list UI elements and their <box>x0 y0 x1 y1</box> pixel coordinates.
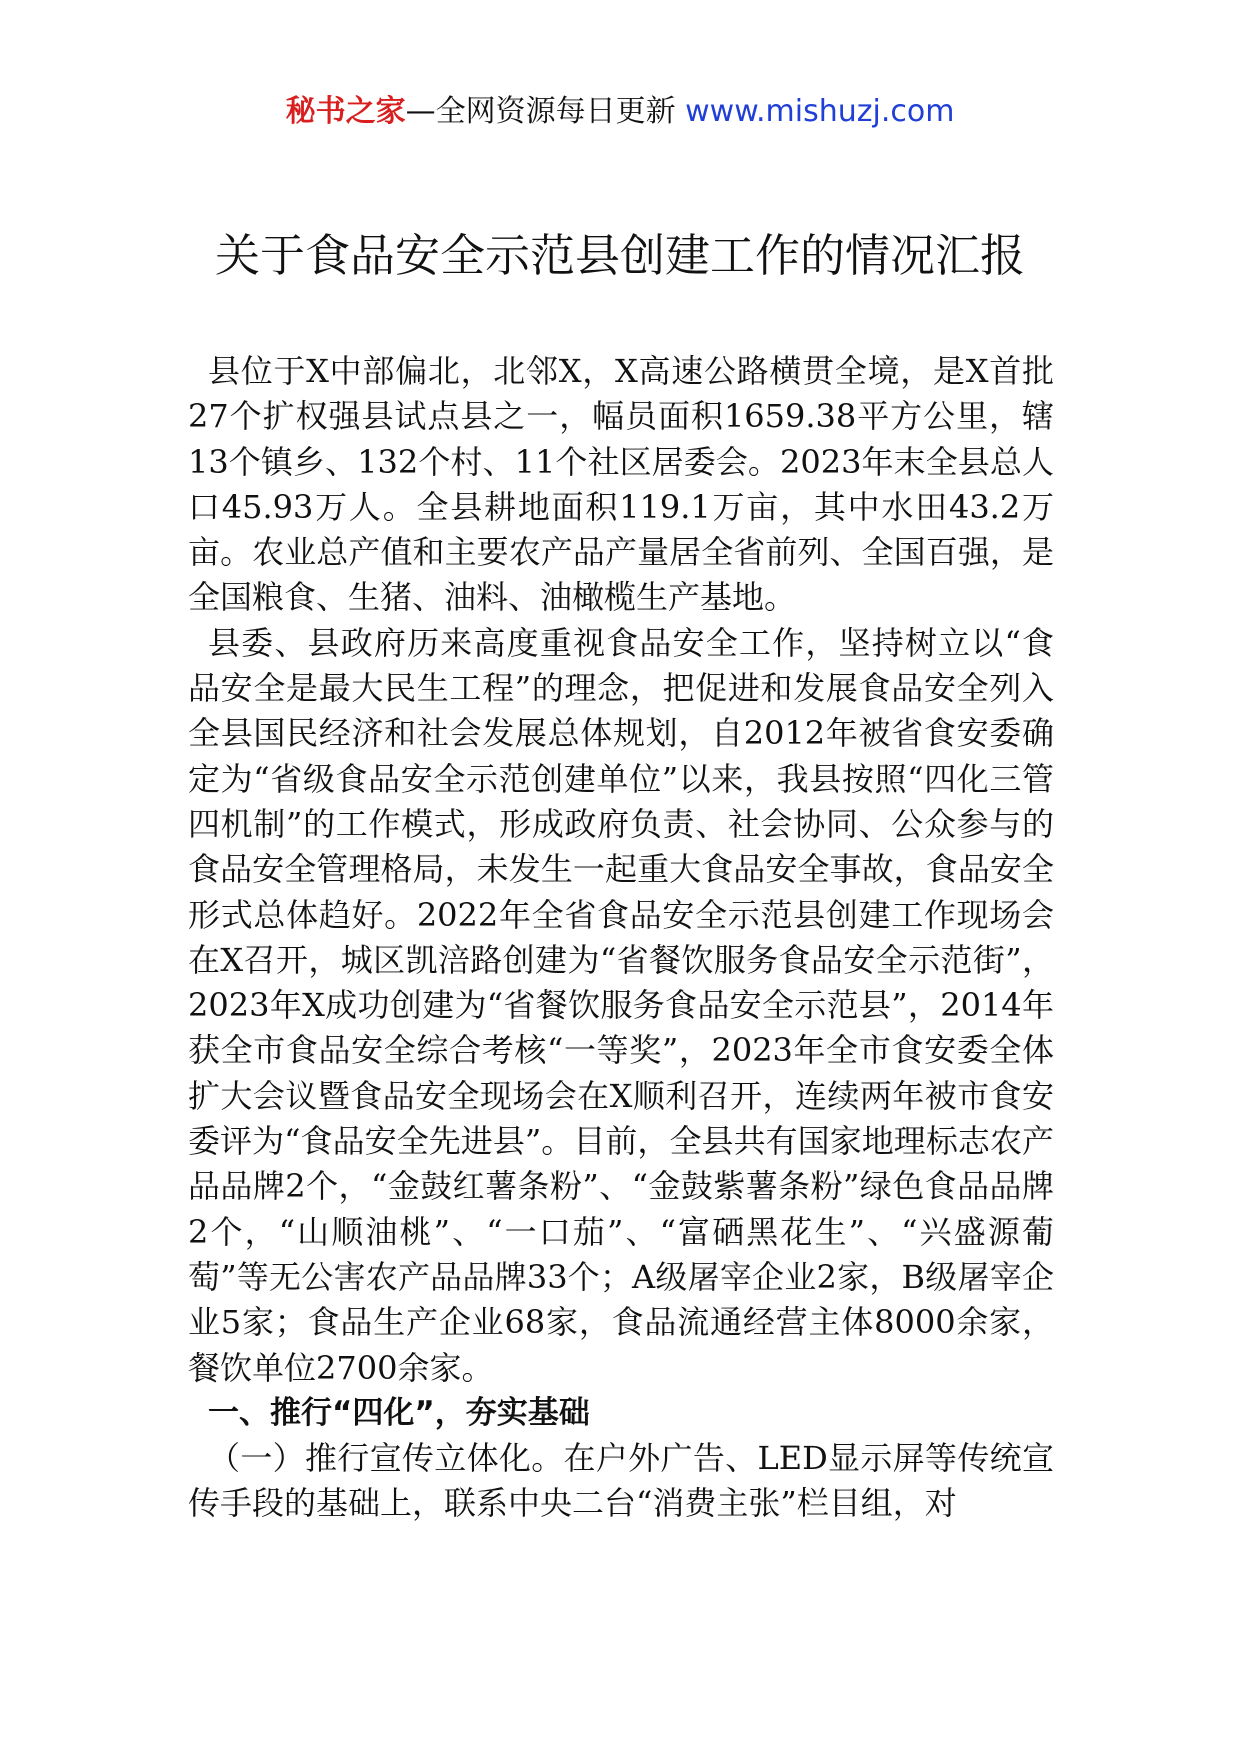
site-url-link[interactable]: www.mishuzj.com <box>685 94 955 129</box>
document-title: 关于食品安全示范县创建工作的情况汇报 <box>214 229 1025 282</box>
paragraph-county-overview: 县位于X中部偏北，北邻X，X高速公路横贯全境，是X首批27个扩权强县试点县之一，幅员面积1659.38平方公里，辖13个镇乡、132个村、11个社区居委会。2023年末全县总人口45.93万人。全县耕地面积119.1万亩，其中水田43.2万亩。农业总产值和主要农产品产量居全省前列、全国百强，是全国粮食、生猪、油料、油橄榄生产基地。 <box>188 352 1054 617</box>
document-body <box>188 349 1054 1527</box>
paragraph-publicity: （一）推行宣传立体化。在户外广告、LED显示屏等传统宣传手段的基础上，联系中央二台“消费主张”栏目组，对 <box>188 1439 1054 1523</box>
section-heading: 一、推行“四化”，夯实基础 <box>208 1394 590 1431</box>
site-slogan: —全网资源每日更新 <box>405 94 686 129</box>
site-banner <box>0 92 1240 132</box>
paragraph-food-safety-work: 县委、县政府历来高度重视食品安全工作，坚持树立以“食品安全是最大民生工程”的理念，把促进和发展食品安全列入全县国民经济和社会发展总体规划，自2012年被省食安委确定为“省级食品安全示范创建单位”以来，我县按照“四化三管四机制”的工作模式，形成政府负责、社会协同、公众参与的食品安全管理格局，未发生一起重大食品安全事故，食品安全形式总体趋好。2022年全省食品安全示范县创建工作现场会在X召开，城区凯涪路创建为“省餐饮服务食品安全示范街”，2023年X成功创建为“省餐饮服务食品安全示范县”，2014年获全市食品安全综合考核“一等奖”，2023年全市食安委全体扩大会议暨食品安全现场会在X顺利召开，连续两年被市食安委评为“食品安全先进县”。目前，全县共有国家地理标志农产品品牌2个，“金鼓红薯条粉”、“金鼓紫薯条粉”绿色食品品牌2个，“山顺油桃”、“一口茄”、“富硒黑花生”、“兴盛源葡萄”等无公害农产品品牌33个；A级屠宰企业2家，B级屠宰企业5家；食品生产企业68家，食品流通经营主体8000余家，餐饮单位2700余家。 <box>188 623 1054 1387</box>
site-brand: 秘书之家 <box>285 94 406 129</box>
